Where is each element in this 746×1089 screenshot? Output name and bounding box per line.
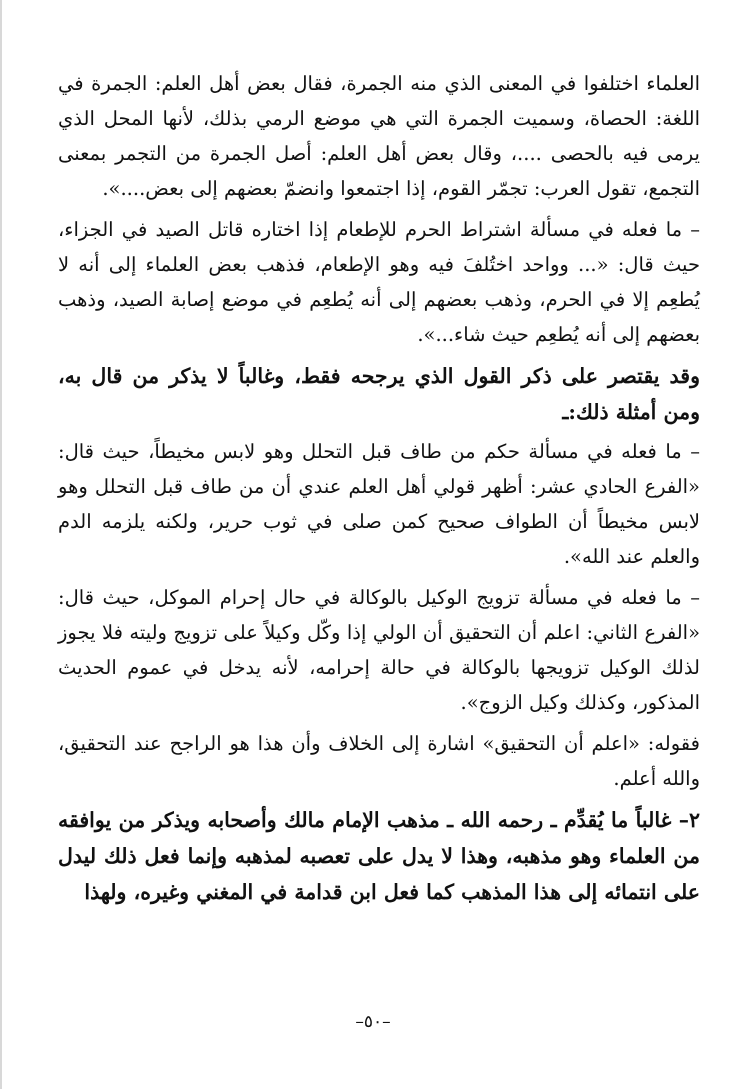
paragraph-feeding-location: – ما فعله في مسألة اشتراط الحرم للإطعام إذا اختاره قاتل الصيد في الجزاء، حيث قال: «... وواحد اختُلفَ فيه وهو الإطعام، فذهب بعض العلماء إلى أنه لا يُطعِم إلا في الحرم، وذهب بعضهم إلى أنه يُطعِم في موضع إصابة الصيد، وذهب بعضهم إلى أنه يُطعِم حيث شاء...». (58, 218, 700, 346)
paragraph-maliki-school-point: ٢– غالباً ما يُقدِّم ـ رحمه الله ـ مذهب الإمام مالك وأصحابه ويذكر من يوافقه من العلماء وهو مذهبه، وهذا لا يدل على تعصبه لمذهبه وإنما فعل ذلك ليدل على انتمائه إلى هذا المذهب كما فعل ابن قدامة في المغني وغيره، ولهذا (58, 808, 700, 904)
paragraph-jamra-meaning: العلماء اختلفوا في المعنى الذي منه الجمرة، فقال بعض أهل العلم: الجمرة في اللغة: الحصاة، وسميت الجمرة التي هي موضع الرمي بذلك، لأنها المحل الذي يرمى فيه بالحصى ....، وقال بعض أهل العلم: أصل الجمرة من التجمر بمعنى التجمع، تقول العرب: تجمّر القوم، إذا اجتمعوا وانضمّ بعضهم إلى بعض....». (58, 72, 700, 200)
scan-edge-line (0, 0, 2, 1089)
page-number: –٥٠– (355, 1012, 391, 1032)
page-body (58, 66, 700, 914)
paragraph-preferred-opinion-heading: وقد يقتصر على ذكر القول الذي يرجحه فقط، وغالباً لا يذكر من قال به، ومن أمثلة ذلك:ـ (58, 364, 700, 424)
paragraph-marriage-agent: – ما فعله في مسألة تزويج الوكيل بالوكالة في حال إحرام الموكل، حيث قال: «الفرع الثاني: اعلم أن التحقيق أن الولي إذا وكّل وكيلاً على تزويج وليته فلا يجوز لذلك الوكيل تزويجها بالوكالة في حالة إحرامه، لأنه يدخل في عموم الحديث المذكور، وكذلك وكيل الزوج». (58, 586, 700, 714)
paragraph-tawaf-sewn-clothing: – ما فعله في مسألة حكم من طاف قبل التحلل وهو لابس مخيطاً، حيث قال: «الفرع الحادي عشر: أظهر قولي أهل العلم عندي أن من طاف قبل التحلل وهو لابس مخيطاً أن الطواف صحيح كمن صلى في ثوب حرير، ولكنه يلزمه الدم والعلم عند الله». (58, 440, 700, 568)
paragraph-tahqiq-note: فقوله: «اعلم أن التحقيق» اشارة إلى الخلاف وأن هذا هو الراجح عند التحقيق، والله أعلم. (58, 732, 700, 790)
